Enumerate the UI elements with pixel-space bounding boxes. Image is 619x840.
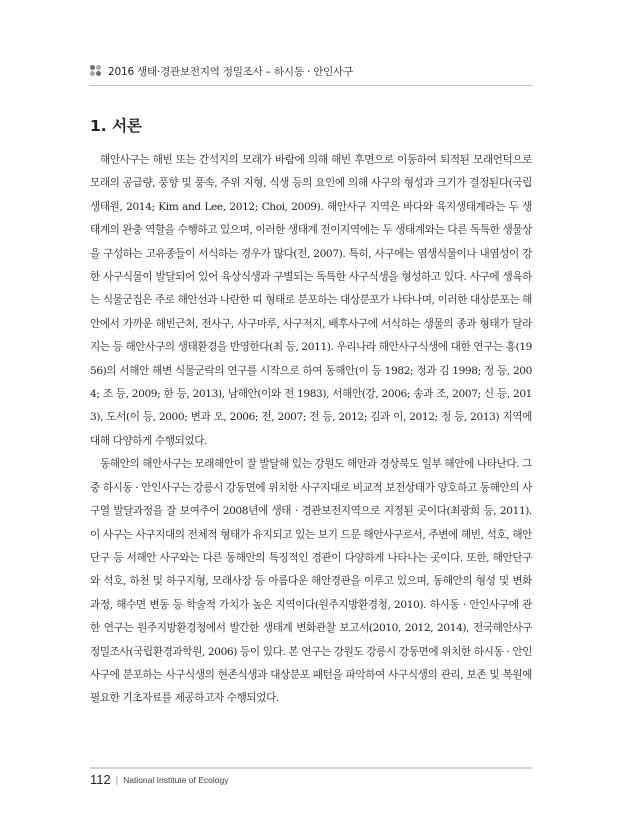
paragraph: 해안사구는 해빈 또는 간석지의 모래가 바람에 의해 해빈 후면으로 이동하여 퇴적된 모래언덕으로 모래의 공급량, 풍향 및 풍속, 주위 지형, 식생 등의 요인에 의해 사구의 형성과 크기가 결정된다(국립생태원, 2014; Kim and Lee, 2012; Choi, 2009). 해안사구 지역은 바다와 육지생태계라는 두 생태계의 완충 역할을 수행하고 있으며, 이러한 생태계 전이지역에는 두 생태계와는 다른 독특한 생물상을 구성하는 고유종들이 서식하는 경우가 많다(전, 2007). 특히, 사구에는 염생식물이나 내염성이 강한 사구식물이 발달되어 있어 육상식생과 구별되는 독특한 사구식생을 형성하고 있다. 사구에 생육하는 식물군집은 주로 해안선과 나란한 띠 형태로 분포하는 대상분포가 나타나며, 이러한 대상분포는 해안에서 가까운 해빈근처, 전사구, 사구마루, 사구저지, 배후사구에 서식하는 생물의 종과 형태가 달라지는 등 해안사구의 생태환경을 반영한다(최 등, 2011). 우리나라 해안사구식생에 대한 연구는 홍(1956)의 서해안 해변 식물군락의 연구를 시작으로 하여 동해안(이 등 1982; 정과 김 1998; 정 등, 2004; 조 등, 2009; 한 등, 2013), 남해안(이와 전 1983), 서해안(강, 2006; 송과 조, 2007; 신 등, 2013), 도서(이 등, 2000; 변과 오, 2006; 전, 2007; 전 등, 2012; 김과 이, 2012; 정 등, 2013) 지역에 대해 다양하게 수행되었다. [90,154,532,447]
section-title: 1. 서론 [90,117,143,135]
footer-separator: | [115,774,119,785]
header-divider [90,85,532,86]
bullet-dots-icon [90,65,102,77]
footer-divider [90,767,532,769]
publisher-name: National Institute of Ecology [123,774,229,785]
page-footer [90,772,228,787]
page-number: 112 [90,772,111,787]
body-text [90,149,532,711]
paragraph: 동해안의 해안사구는 모래해안이 잘 발달해 있는 강원도 해안과 경상북도 일부 해안에 나타난다. 그 중 하시동 · 안인사구는 강릉시 강동면에 위치한 사구지대로 비교적 보전상태가 양호하고 동해안의 사구열 발달과정을 잘 보여주어 2008년에 생태 · 경관보전지역으로 지정된 곳이다(최광희 등, 2011). 이 사구는 사구지대의 전체적 형태가 유지되고 있는 보기 드문 해안사구로서, 주변에 해빈, 석호, 해안단구 등 서해안 사구와는 다른 동해안의 특징적인 경관이 다양하게 나타나는 곳이다. 또한, 해안단구와 석호, 하천 및 하구지형, 모래사장 등 아름다운 해안경관을 이루고 있으며, 동해안의 형성 및 변화 과정, 해수면 변동 등 학술적 가치가 높은 지역이다(원주지방환경청, 2010). 하시동 · 안인사구에 관한 연구는 원주지방환경청에서 발간한 생태계 변화관찰 보고서(2010, 2012, 2014), 전국해안사구정밀조사(국립환경과학원, 2006) 등이 있다. 본 연구는 강원도 강릉시 강동면에 위치한 하시동 · 안인사구에 분포하는 사구식생의 현존식생과 대상분포 패턴을 파악하여 사구식생의 관리, 보존 및 복원에 필요한 기초자료를 제공하고자 수행되었다. [90,458,532,705]
running-header [90,63,353,79]
running-header-title: 2016 생태·경관보전지역 정밀조사 – 하시동 · 안인사구 [108,65,353,78]
